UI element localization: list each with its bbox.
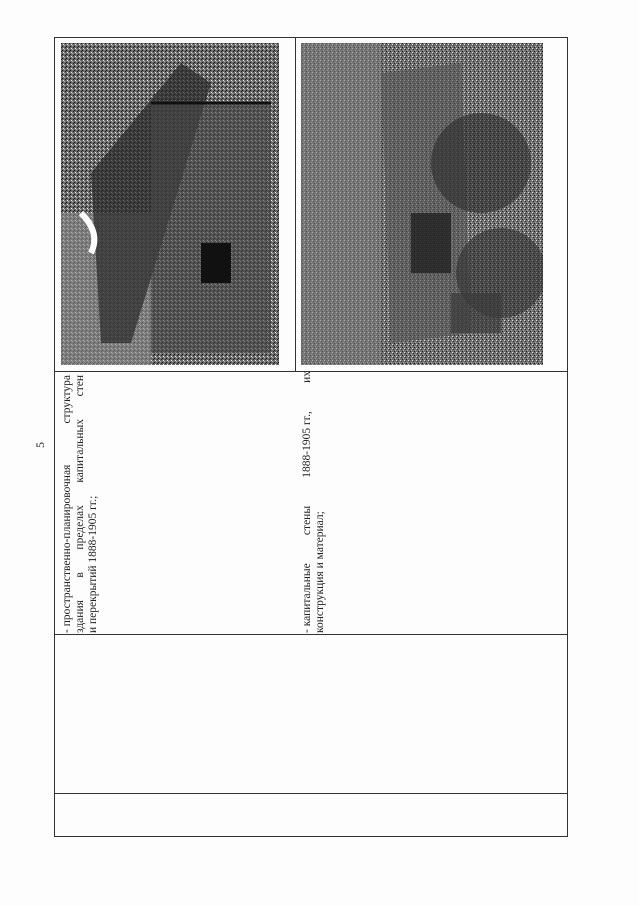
table-divider xyxy=(55,634,567,635)
text-word: стен xyxy=(74,375,86,397)
text-line xyxy=(74,375,87,633)
text-word: конструкция и материал; xyxy=(314,511,326,633)
row-1-text xyxy=(61,375,100,633)
text-line xyxy=(61,375,74,633)
text-word: пределах xyxy=(74,505,86,550)
text-word: и перекрытий 1888-1905 гг.; xyxy=(87,495,99,633)
text-word: стены xyxy=(301,505,313,536)
text-word: их xyxy=(301,371,313,383)
text-word: - капитальные xyxy=(301,563,313,633)
row-2-text xyxy=(301,371,327,633)
text-word: 1888-1905 гг., xyxy=(301,411,313,478)
text-word: капитальных xyxy=(74,418,86,483)
document-table xyxy=(54,37,568,837)
text-line xyxy=(87,375,100,633)
house-facade-photo-1 xyxy=(61,43,279,365)
page-number: 5 xyxy=(33,442,47,448)
text-word: структура xyxy=(61,375,73,424)
text-word: в xyxy=(74,572,86,578)
text-word: - пространственно-планировочная xyxy=(61,464,73,633)
text-line xyxy=(314,371,327,633)
table-divider xyxy=(295,38,296,371)
table-divider xyxy=(55,793,567,794)
house-facade-photo-2 xyxy=(301,43,543,365)
text-line xyxy=(301,371,314,633)
text-word: здания xyxy=(74,600,86,633)
